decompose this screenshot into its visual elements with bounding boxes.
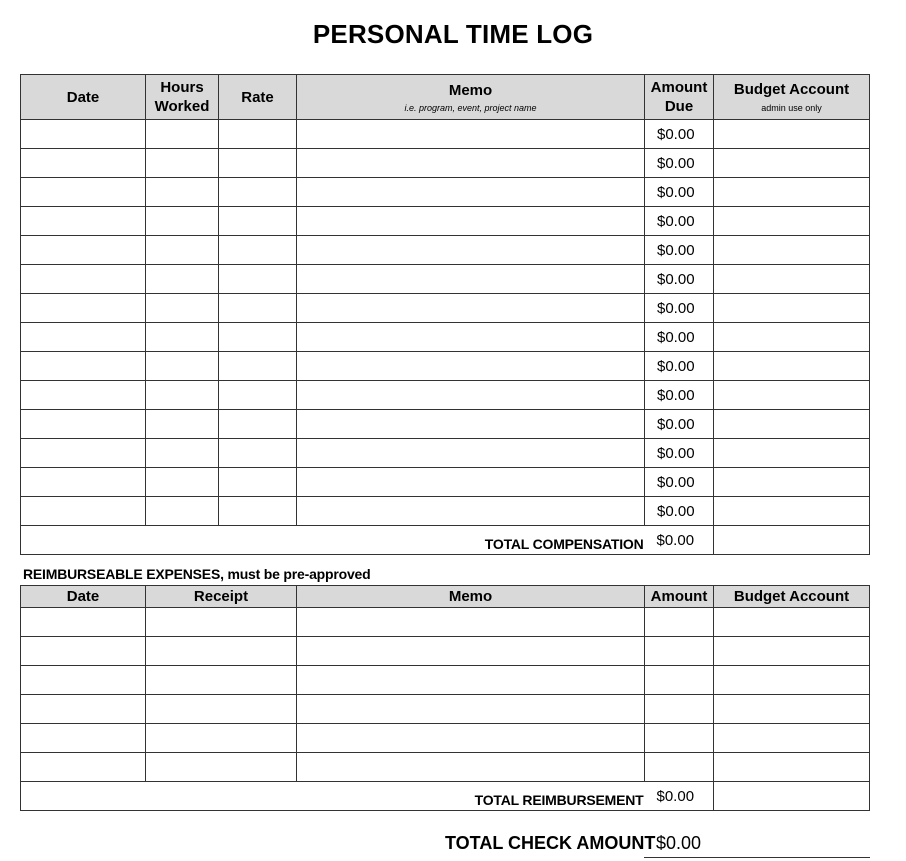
date-cell[interactable] [21,666,146,695]
expense-row [21,666,870,695]
memo-cell[interactable] [297,608,645,637]
total-check-amount-value: $0.00 [656,833,702,853]
date-cell[interactable] [21,265,146,294]
header-rate: Rate [219,75,297,120]
expense-row [21,695,870,724]
time-log-header-row [21,75,870,120]
receipt-cell[interactable] [146,724,297,753]
expenses-header-receipt: Receipt [146,586,297,608]
amount-due-cell: $0.00 [645,149,714,178]
expenses-section-label: REIMBURSEABLE EXPENSES, must be pre-approved [23,566,371,582]
hours-cell[interactable] [146,178,219,207]
header-date: Date [21,75,146,120]
amount-due-cell: $0.00 [645,439,714,468]
expense-row [21,724,870,753]
memo-cell[interactable] [297,265,645,294]
receipt-cell[interactable] [146,637,297,666]
amount-cell[interactable] [645,666,714,695]
date-cell[interactable] [21,497,146,526]
amount-due-cell: $0.00 [645,178,714,207]
amount-cell[interactable] [645,724,714,753]
memo-cell[interactable] [297,724,645,753]
hours-cell[interactable] [146,323,219,352]
budget-account-cell[interactable] [714,207,870,236]
budget-account-cell[interactable] [714,695,870,724]
time-log-row [21,410,870,439]
budget-account-cell[interactable] [714,410,870,439]
date-cell[interactable] [21,207,146,236]
header-hours-line2: Worked [154,98,210,115]
total-compensation-budget-cell[interactable] [714,526,870,555]
total-reimbursement-value: $0.00 [645,782,714,811]
budget-account-cell[interactable] [714,236,870,265]
time-log-table [20,74,870,555]
memo-cell[interactable] [297,637,645,666]
date-cell[interactable] [21,637,146,666]
expenses-total-row [21,782,870,811]
budget-account-cell[interactable] [714,666,870,695]
amount-due-cell: $0.00 [645,294,714,323]
amount-due-cell: $0.00 [645,381,714,410]
header-amount-line2: Due [664,98,694,115]
rate-cell[interactable] [219,468,297,497]
time-log-row [21,207,870,236]
budget-account-cell[interactable] [714,323,870,352]
memo-cell[interactable] [297,294,645,323]
rate-cell[interactable] [219,265,297,294]
memo-cell[interactable] [297,352,645,381]
expenses-header-row [21,586,870,608]
memo-cell[interactable] [297,410,645,439]
budget-account-cell[interactable] [714,608,870,637]
amount-due-cell: $0.00 [645,265,714,294]
expenses-table [20,585,870,811]
memo-cell[interactable] [297,497,645,526]
time-log-row [21,323,870,352]
header-budget-hint: admin use only [761,103,822,113]
time-log-row [21,236,870,265]
budget-account-cell[interactable] [714,265,870,294]
date-cell[interactable] [21,178,146,207]
budget-account-cell[interactable] [714,468,870,497]
header-amount-line1: Amount [650,79,708,96]
budget-account-cell[interactable] [714,120,870,149]
total-check-amount-label: TOTAL CHECK AMOUNT [445,833,656,853]
receipt-cell[interactable] [146,695,297,724]
memo-cell[interactable] [297,381,645,410]
budget-account-cell[interactable] [714,439,870,468]
hours-cell[interactable] [146,149,219,178]
rate-cell[interactable] [219,381,297,410]
expense-row [21,608,870,637]
expense-row [21,753,870,782]
memo-cell[interactable] [297,439,645,468]
check-amount-underline [644,857,870,858]
total-compensation-label: TOTAL COMPENSATION [21,526,645,555]
header-budget-account [714,75,870,120]
amount-due-cell: $0.00 [645,236,714,265]
memo-cell[interactable] [297,695,645,724]
memo-cell[interactable] [297,323,645,352]
budget-account-cell[interactable] [714,753,870,782]
rate-cell[interactable] [219,120,297,149]
amount-due-cell: $0.00 [645,323,714,352]
date-cell[interactable] [21,468,146,497]
amount-due-cell: $0.00 [645,120,714,149]
budget-account-cell[interactable] [714,352,870,381]
expenses-header-date: Date [21,586,146,608]
receipt-cell[interactable] [146,666,297,695]
hours-cell[interactable] [146,294,219,323]
date-cell[interactable] [21,753,146,782]
date-cell[interactable] [21,323,146,352]
rate-cell[interactable] [219,207,297,236]
total-reimbursement-label: TOTAL REIMBURSEMENT [21,782,645,811]
header-hours-worked [146,75,219,120]
amount-cell[interactable] [645,753,714,782]
rate-cell[interactable] [219,149,297,178]
date-cell[interactable] [21,294,146,323]
date-cell[interactable] [21,236,146,265]
memo-cell[interactable] [297,236,645,265]
header-memo [297,75,645,120]
hours-cell[interactable] [146,410,219,439]
rate-cell[interactable] [219,439,297,468]
hours-cell[interactable] [146,381,219,410]
memo-cell[interactable] [297,120,645,149]
time-log-total-row [21,526,870,555]
hours-cell[interactable] [146,236,219,265]
total-reimbursement-budget-cell[interactable] [714,782,870,811]
rate-cell[interactable] [219,323,297,352]
time-log-row [21,178,870,207]
time-log-row [21,120,870,149]
expense-row [21,637,870,666]
date-cell[interactable] [21,352,146,381]
time-log-row [21,497,870,526]
page-title: PERSONAL TIME LOG [312,19,594,49]
time-log-row [21,149,870,178]
memo-cell[interactable] [297,468,645,497]
budget-account-cell[interactable] [714,637,870,666]
budget-account-cell[interactable] [714,381,870,410]
budget-account-cell[interactable] [714,724,870,753]
expenses-header-memo: Memo [297,586,645,608]
header-budget-label: Budget Account [733,81,850,98]
time-log-row [21,352,870,381]
receipt-cell[interactable] [146,608,297,637]
amount-due-cell: $0.00 [645,352,714,381]
rate-cell[interactable] [219,178,297,207]
rate-cell[interactable] [219,294,297,323]
memo-cell[interactable] [297,178,645,207]
amount-due-cell: $0.00 [645,410,714,439]
time-log-row [21,294,870,323]
total-compensation-value: $0.00 [645,526,714,555]
date-cell[interactable] [21,149,146,178]
budget-account-cell[interactable] [714,294,870,323]
memo-cell[interactable] [297,666,645,695]
hours-cell[interactable] [146,120,219,149]
rate-cell[interactable] [219,352,297,381]
expenses-header-budget-account: Budget Account [714,586,870,608]
time-log-row [21,265,870,294]
amount-cell[interactable] [645,637,714,666]
hours-cell[interactable] [146,207,219,236]
time-log-row [21,381,870,410]
rate-cell[interactable] [219,497,297,526]
hours-cell[interactable] [146,497,219,526]
date-cell[interactable] [21,695,146,724]
date-cell[interactable] [21,410,146,439]
rate-cell[interactable] [219,410,297,439]
date-cell[interactable] [21,381,146,410]
header-amount-due [645,75,714,120]
hours-cell[interactable] [146,265,219,294]
budget-account-cell[interactable] [714,149,870,178]
date-cell[interactable] [21,724,146,753]
hours-cell[interactable] [146,468,219,497]
amount-due-cell: $0.00 [645,207,714,236]
amount-cell[interactable] [645,608,714,637]
time-log-row [21,468,870,497]
date-cell[interactable] [21,608,146,637]
amount-due-cell: $0.00 [645,468,714,497]
memo-cell[interactable] [297,753,645,782]
receipt-cell[interactable] [146,753,297,782]
memo-cell[interactable] [297,149,645,178]
budget-account-cell[interactable] [714,178,870,207]
header-hours-line1: Hours [160,79,204,96]
amount-cell[interactable] [645,695,714,724]
budget-account-cell[interactable] [714,497,870,526]
rate-cell[interactable] [219,236,297,265]
date-cell[interactable] [21,439,146,468]
hours-cell[interactable] [146,352,219,381]
time-log-row [21,439,870,468]
header-memo-hint: i.e. program, event, project name [404,102,537,113]
memo-cell[interactable] [297,207,645,236]
amount-due-cell: $0.00 [645,497,714,526]
date-cell[interactable] [21,120,146,149]
expenses-header-amount: Amount [645,586,714,608]
header-memo-label: Memo [448,81,493,99]
hours-cell[interactable] [146,439,219,468]
